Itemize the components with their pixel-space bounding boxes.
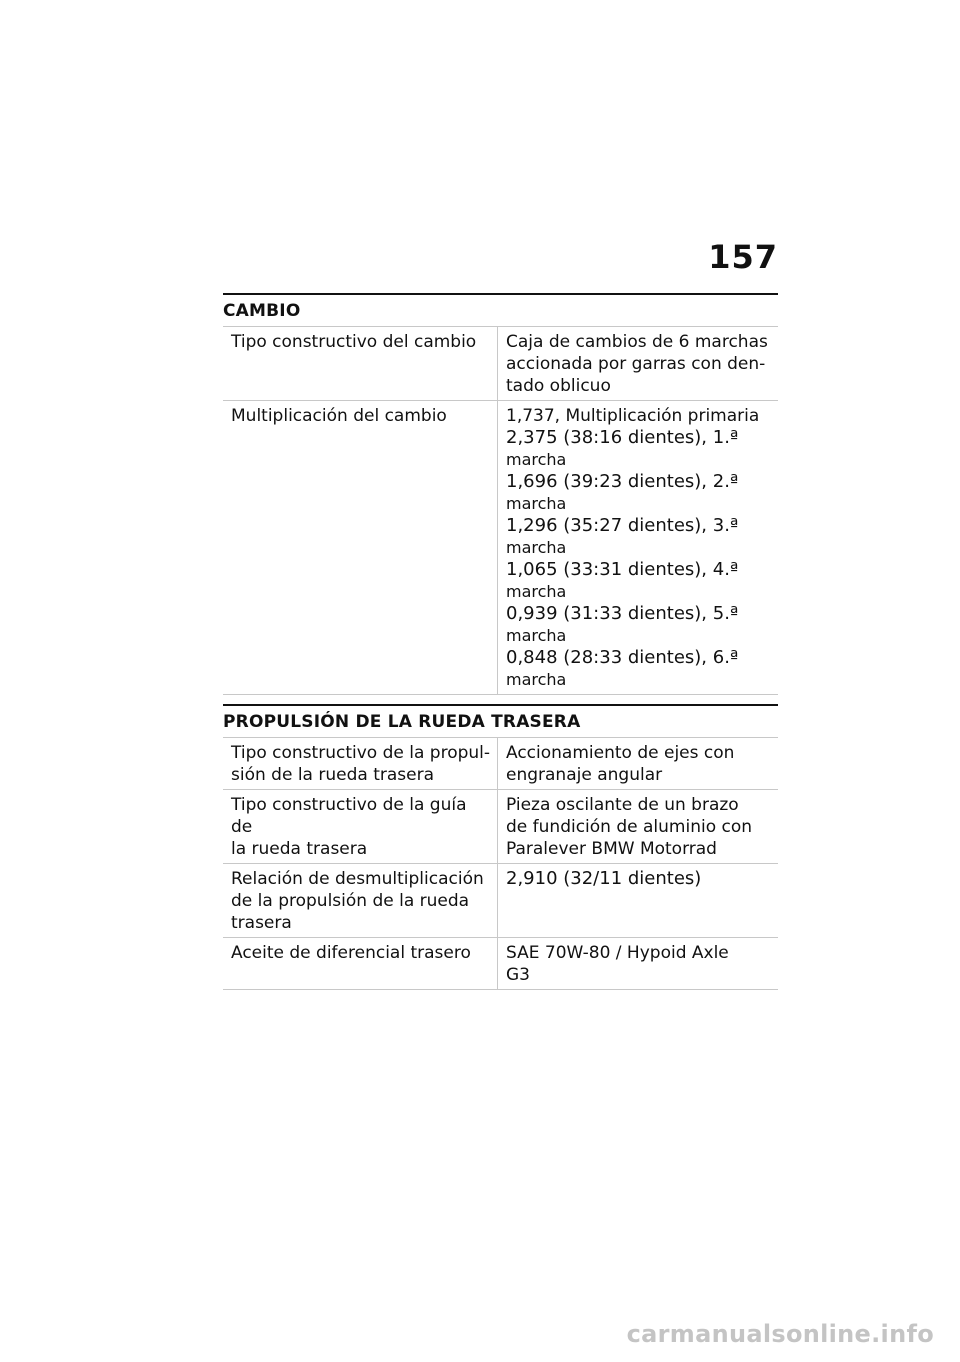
gear-ratio: 2,375 (38:16 dientes), 1.ª (506, 427, 739, 448)
row-value (498, 864, 779, 938)
gear-ratio: 1,065 (33:31 dientes), 4.ª (506, 559, 739, 580)
gear-label: marcha (506, 626, 567, 645)
page-number: 157 (708, 238, 778, 276)
section-cambio (223, 293, 778, 695)
row-label (223, 790, 498, 864)
value-line: SAE 70W-80 / Hypoid Axle (506, 943, 729, 963)
value-line: 2,910 (32/11 dientes) (506, 868, 702, 889)
gear-label: marcha (506, 538, 567, 557)
label-line: Tipo constructivo del cambio (231, 332, 477, 352)
table-row (223, 327, 778, 401)
table-row (223, 864, 778, 938)
gear-label: marcha (506, 670, 567, 689)
row-label (223, 938, 498, 990)
section-title: PROPULSIÓN DE LA RUEDA TRASERA (223, 712, 581, 732)
value-line: Caja de cambios de 6 marchas (506, 332, 768, 352)
section-divider (223, 704, 778, 706)
label-line: sión de la rueda trasera (231, 765, 434, 785)
value-line: Accionamiento de ejes con (506, 743, 735, 763)
value-line: engranaje angular (506, 765, 663, 785)
value-line: Pieza oscilante de un brazo (506, 795, 739, 815)
spec-table (223, 737, 778, 990)
row-label (223, 401, 498, 695)
gear-label: marcha (506, 582, 567, 601)
row-value (498, 938, 779, 990)
gear-label: marcha (506, 494, 567, 513)
value-line: accionada por garras con den- (506, 354, 766, 374)
row-value (498, 327, 779, 401)
label-line: Aceite de diferencial trasero (231, 943, 471, 963)
value-line: Paralever BMW Motorrad (506, 839, 717, 859)
value-line: de fundición de aluminio con (506, 817, 753, 837)
row-value (498, 790, 779, 864)
table-row (223, 938, 778, 990)
value-line: tado oblicuo (506, 376, 611, 396)
watermark: carmanualsonline.info (626, 1320, 934, 1348)
section-divider (223, 293, 778, 295)
label-line: Tipo constructivo de la guía de (231, 795, 467, 837)
table-row (223, 738, 778, 790)
section-propulsion (223, 704, 778, 990)
value-line: G3 (506, 965, 530, 985)
spec-table (223, 326, 778, 695)
label-line: Tipo constructivo de la propul- (231, 743, 491, 763)
label-line: trasera (231, 913, 292, 933)
value-line: 1,737, Multiplicación primaria (506, 406, 760, 426)
gear-ratio: 0,848 (28:33 dientes), 6.ª (506, 647, 739, 668)
label-line: de la propulsión de la rueda (231, 891, 470, 911)
gear-ratio: 1,296 (35:27 dientes), 3.ª (506, 515, 739, 536)
label-line: Multiplicación del cambio (231, 406, 447, 426)
row-value (498, 401, 779, 695)
gear-label: marcha (506, 450, 567, 469)
table-row (223, 401, 778, 695)
label-line: la rueda trasera (231, 839, 368, 859)
gear-ratio: 1,696 (39:23 dientes), 2.ª (506, 471, 739, 492)
section-title: CAMBIO (223, 301, 301, 321)
table-row (223, 790, 778, 864)
row-value (498, 738, 779, 790)
row-label (223, 327, 498, 401)
gear-ratio: 0,939 (31:33 dientes), 5.ª (506, 603, 739, 624)
label-line: Relación de desmultiplicación (231, 869, 484, 889)
row-label (223, 864, 498, 938)
row-label (223, 738, 498, 790)
